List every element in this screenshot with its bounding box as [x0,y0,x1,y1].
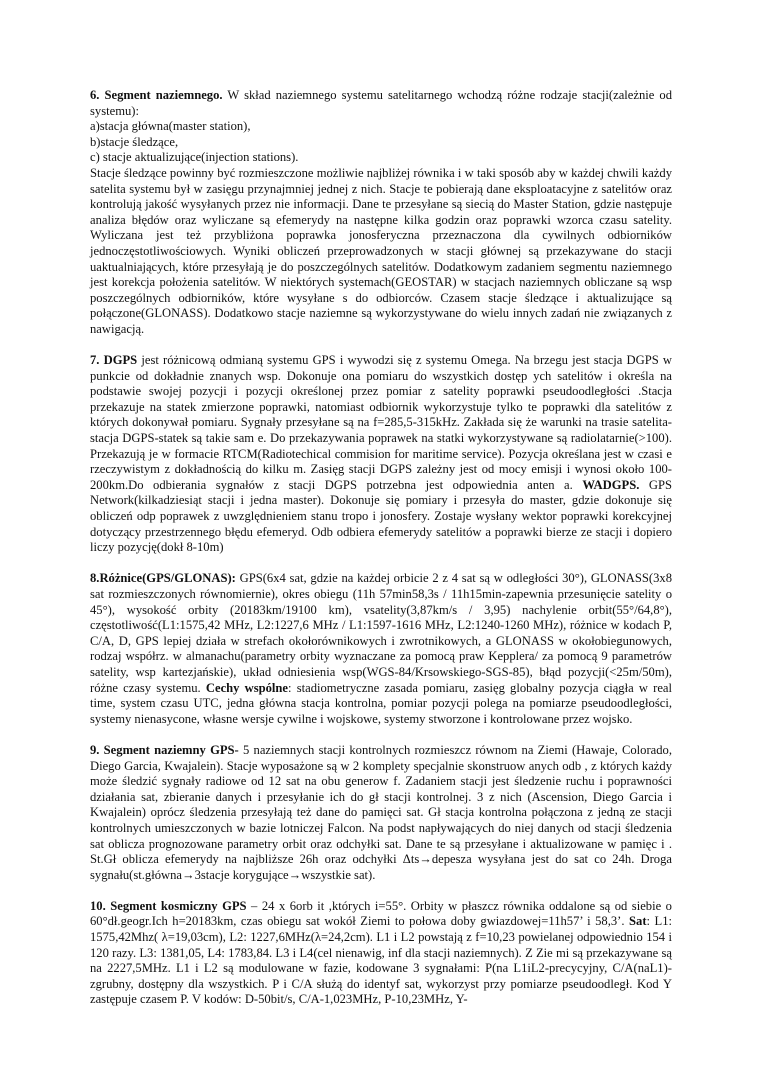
section-6-title: 6. Segment naziemnego. [90,88,223,102]
section-7-title: 7. DGPS [90,353,138,368]
section-8-sub-body: : stadiometryczne zasada pomiaru, zasięg globalny pozycja ciągła w real time, system czasu UTC, jedna główna stacja kontrolna, pomiar pozycji polega na pomiarze pseudoodległości, systemy nienasycone, własne wersje cywilne i wojskowe, systemy stworzone i kontrolowane przez wojsko. [90,680,672,726]
section-6-intro [90,88,672,119]
section-6-body: Stacje śledzące powinny być rozmieszczone możliwie najbliżej równika i w taki sposób aby w każdej chwili każdy satelita systemu był w zasięgu przynajmniej jednej z nich. Stacje te pobierają dane eksploatacyjne z satelitów oraz kontrolują jakość wysyłanych przez nie informacji. Dane te przesyłane są siecią do Master Station, gdzie następuje analiza błędów oraz wyliczane są efemerydy na następne kilka godzin oraz poprawki wzorca czasu satelity. Wyliczana jest też przybliżona poprawka jonosferyczna przeznaczona dla cywilnych odbiorników jednoczęstotliwościowych. Wyniki obliczeń przeprowadzonych w stacji głównej są przekazywane do stacji uaktualniających, które przesyłają je do poszczególnych satelitów. Dodatkowym zadaniem segmentu naziemnego jest korekcja położenia satelitów. W niektórych systemach(GEOSTAR) w stacjach naziemnych obliczane są wsp poszczególnych odbiorników, które wysyłane s do odbiorców. Czasem stacje śledzące i aktualizujące są połączone(GLONASS). Dodatkowo stacje naziemne są wykorzystywane do wielu innych zadań nie związanych z nawigacją. [90,165,672,336]
section-10-body-paragraph [90,899,672,1008]
section-7-subtitle: WADGPS. [582,477,640,492]
section-6 [90,88,672,338]
section-8-body-paragraph [90,571,672,727]
section-9 [90,743,672,883]
section-10-title: 10. Segment kosmiczny GPS [90,898,247,913]
section-8 [90,571,672,727]
section-spacer [90,338,672,354]
section-6-intro-text: W skład naziemnego systemu satelitarnego wchodzą różne rodzaje stacji(zależnie od systemu): [90,88,672,118]
section-6-item-c: c) stacje aktualizujące(injection stations). [90,150,299,165]
section-8-body: GPS(6x4 sat, gdzie na każdej orbicie 2 z 4 sat są w odległości 30°), GLONASS(3x8 sat rozmieszczonych równomiernie), okres obiegu (11h 57min58,3s / 11h15min-zapewnia przesunięcie satelity o 45°), wysokość orbity (20183km/19100 km), vsatelity(3,87km/s / 3,95) nachylenie orbit(55°/64,8°), częstotliwość(L1:1575,42 MHz, L2:1227,6 MHz / L1:1597-1616 MHz, L2:1240-1260 MHz), różnice w kodach P, C/A, D, GPS lepiej działa w strefach okołorównikowych i zwrotnikowych, a GLONASS w okołobiegunowych, rodzaj współrz. w almanachu(parametry orbity wyznaczane za pomocą praw Kepplera/ za pomocą 9 parametrów satelity, wsp kartezjańskie), układ odniesienia wsp(WGS-84/Krsowskiego-SGS-85), błąd pozycji(<25m/50m), różne czasy systemu. [90,571,672,695]
section-spacer [90,883,672,899]
section-9-title: 9. Segment naziemny GPS- [90,742,239,757]
document-page [90,88,672,1008]
section-6-item-b: b)stacje śledzące, [90,134,179,149]
section-10 [90,899,672,1008]
section-spacer [90,556,672,572]
section-8-subtitle: Cechy wspólne [205,680,289,695]
section-7-body-paragraph [90,353,672,556]
section-10-subtitle: Sat [629,914,647,929]
section-8-title: 8.Różnice(GPS/GLONAS): [90,571,236,586]
section-spacer [90,727,672,743]
section-7 [90,353,672,556]
section-10-sub-body: : L1: 1575,42Mhz( λ=19,03cm), L2: 1227,6MHz(λ=24,2cm). L1 i L2 powstają z f=10,23 powielanej odpowiednio 154 i 120 razy. L3: 1381,05, L4: 1783,84. L3 i L4(cel nienawig, inf dla stacji naziemnych). Z Zie mi są przekazywane są na 2227,5MHz. L1 i L2 są modulowane w fazie, kodowane 3 sygnałami: P(na L1iL2-precycyjny, C/A(naL1)-zgrubny, dostępny dla wszystkich. P i C/A służą do identyf sat, wykorzyst przy pomiarze pseudoodległ. Kod Y zastępuje czasem P. V kodów: D-50bit/s, C/A-1,023MHz, P-10,23MHz, Y- [90,914,672,1007]
section-7-sub-body: GPS Network(kilkadziesiąt stacji i jedna master). Dokonuje się pomiary i przesyła do master, gdzie dokonuje się obliczeń odp poprawek z uwzględnieniem stanu tropo i jonosfery. Zostaje wysłany wektor poprawki korekcyjnej dotyczący przestrzennego błędu efemeryd. Odb odbiera efemerydy satelitów a poprawki bierze ze stacji i dopiero liczy pozycję(dokł 8-10m) [90,477,672,555]
section-7-body: jest różnicową odmianą systemu GPS i wywodzi się z systemu Omega. Na brzegu jest stacja DGPS w punkcie od dokładnie znanych wsp. Dokonuje ona pomiaru do wszystkich dostęp ych satelitów i określa na podstawie swojej pozycji i pozycji określonej przez pomiar z satelity poprawki pseudoodległości .Stacja przekazuje na statek zmierzone poprawki, natomiast odbiornik wykorzystuje tylko te poprawki dla satelitów z których dokonywał pomiaru. Sygnały przesyłane są na f=285,5-315kHz. Zakłada się że warunki na trasie satelita-stacja DGPS-statek są takie sam e. Do przekazywania poprawek na statki wykorzystywane są radiolatarnie(>100). Przekazują je w formacie RTCM(Radiotechical commision for maritime service). Pozycja określana jest w czasi e rzeczywistym z dokładnością do kilku m. Zasięg stacji DGPS zależny jest od mocy emisji i wynosi około 100-200km.Do odbierania sygnałów z stacji DGPS potrzebna jest odpowiednia anten a. [90,353,672,492]
section-10-body: – 24 x 6orb it ,których i=55°. Orbity w płaszcz równika oddalone są od siebie o 60°dł.geogr.Ich h=20183km, czas obiegu sat wokół Ziemi to połowa doby gwiazdowej=11h57’ i 58,3’. [90,898,672,929]
section-6-item-a: a)stacja główna(master station), [90,119,251,134]
section-9-body: 5 naziemnych stacji kontrolnych rozmieszcz równom na Ziemi (Hawaje, Colorado, Diego Garcia, Kwajalein). Stacje wyposażone są w 2 komplety specjalnie skonstruow anych odb , z których każdy może śledzić sygnały radiowe od 12 sat na obu generow f. Zadaniem stacji jest śledzenie ruchu i poprawności działania sat, zbieranie danych i przesyłanie ich do gł stacji kontrolnej. 3 z nich (Ascension, Diego Garcia i Kwajalein) oprócz śledzenia przesyłają też dane do pamięci sat. Gł stacja kontrolna połączona z jedną ze stacji kontrolnych umieszczonych w bazie lotniczej Falcon. Na podst napływających do niej danych od stacji śledzenia sat oblicza prognozowane parametry orbit oraz odchyłki sat. Dane te są przesyłane i aktualizowane w pamięc i . St.Gł oblicza efemerydy na najbliższe 26h oraz odchyłki Δts→depesza wysyłana jest do sat co 24h. Droga sygnału(st.główna→3stacje korygujące→wszystkie sat). [90,742,672,882]
section-9-body-paragraph [90,743,672,883]
